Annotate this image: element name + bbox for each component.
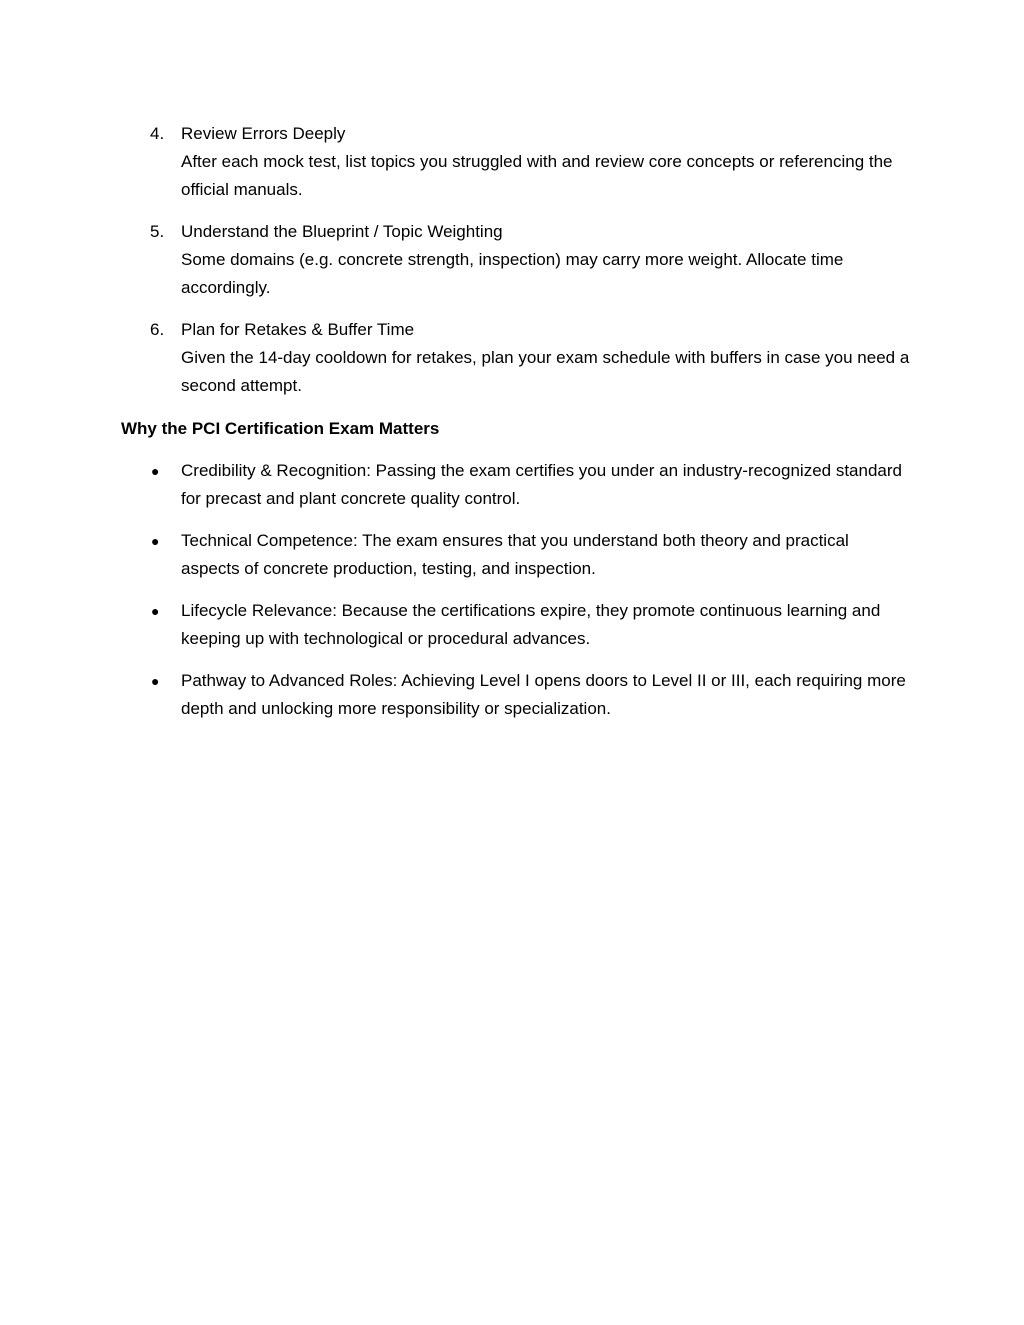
bullet-text: Lifecycle Relevance: Because the certifications expire, they promote continuous learning and keeping up with technological or procedural advances. xyxy=(181,601,881,648)
bullet-text: Credibility & Recognition: Passing the exam certifies you under an industry-recognized standard for precast and plant concrete quality control. xyxy=(181,461,902,508)
bullet-icon: ● xyxy=(151,673,160,689)
item-number: 5. xyxy=(150,222,165,241)
list-item xyxy=(150,316,910,400)
item-body: Some domains (e.g. concrete strength, inspection) may carry more weight. Allocate time accordingly. xyxy=(181,250,844,297)
list-item xyxy=(150,120,910,204)
item-body: Given the 14-day cooldown for retakes, plan your exam schedule with buffers in case you need a second attempt. xyxy=(181,348,910,395)
item-title: Plan for Retakes & Buffer Time xyxy=(181,320,415,339)
bullet-icon: ● xyxy=(151,533,160,549)
item-title: Review Errors Deeply xyxy=(181,124,346,143)
section-heading: Why the PCI Certification Exam Matters xyxy=(121,419,440,438)
bullet-icon: ● xyxy=(151,463,160,479)
bullet-list xyxy=(150,457,910,737)
list-item xyxy=(150,597,910,653)
bullet-text: Pathway to Advanced Roles: Achieving Level I opens doors to Level II or III, each requiring more depth and unlocking more responsibility or specialization. xyxy=(181,671,906,718)
item-number: 4. xyxy=(150,124,165,143)
list-item xyxy=(150,527,910,583)
item-number: 6. xyxy=(150,320,165,339)
item-body: After each mock test, list topics you struggled with and review core concepts or referencing the official manuals. xyxy=(181,152,893,199)
list-item xyxy=(150,218,910,302)
bullet-text: Technical Competence: The exam ensures that you understand both theory and practical aspects of concrete production, testing, and inspection. xyxy=(181,531,849,578)
item-title: Understand the Blueprint / Topic Weighting xyxy=(181,222,503,241)
bullet-icon: ● xyxy=(151,603,160,619)
list-item xyxy=(150,667,910,723)
numbered-list xyxy=(150,120,910,414)
list-item xyxy=(150,457,910,513)
